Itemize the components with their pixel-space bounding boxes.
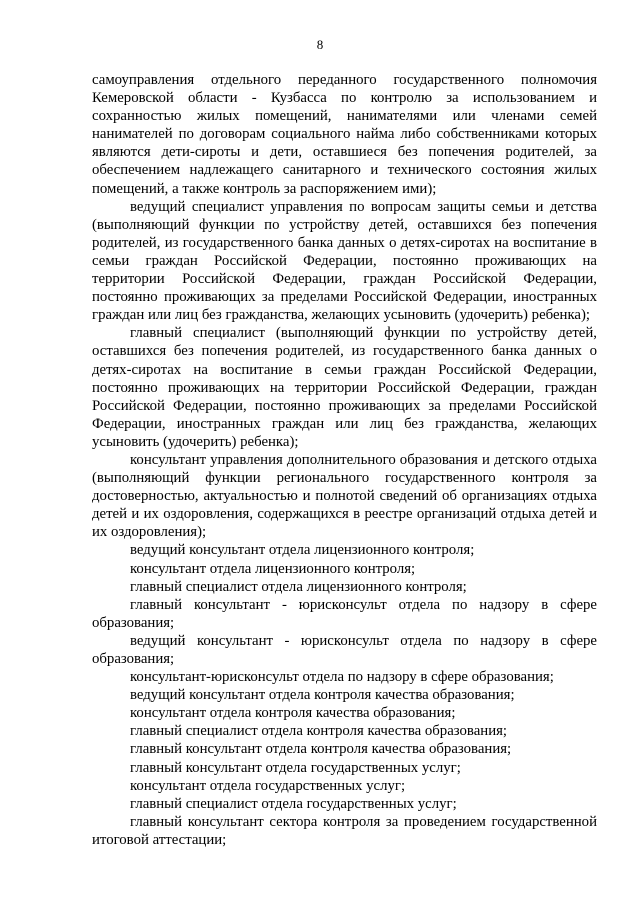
paragraph: консультант управления дополнительного образования и детского отдыха (выполняющий функции регионального государственного контроля за достоверностью, актуальностью и полнотой сведений об организациях отдыха детей и их оздоровления, содержащихся в реестре организаций отдыха детей и их оздоровления); — [92, 451, 597, 541]
paragraph: главный консультант отдела контроля качества образования; — [130, 741, 512, 758]
paragraph: ведущий консультант - юрисконсульт отдела по надзору в сфере образования; — [92, 632, 597, 667]
paragraph: консультант отдела государственных услуг; — [130, 777, 406, 794]
paragraph: консультант отдела контроля качества образования; — [130, 705, 456, 722]
paragraph: главный консультант - юрисконсульт отдела по надзору в сфере образования; — [92, 596, 597, 631]
paragraph: главный консультант отдела государственных услуг; — [130, 759, 461, 776]
paragraph: главный специалист отдела лицензионного контроля; — [130, 578, 467, 595]
paragraph: главный специалист (выполняющий функции по устройству детей, оставшихся без попечения родителей, из государственного банка данных о детях-сиротах на воспитание в семьи граждан Российской Федерации, постоянно проживающих на территории Российской Федерации, граждан Российской Федерации, постоянно проживающих за пределами Российской Федерации, иностранных граждан или лиц без гражданства, желающих усыновить (удочерить) ребенка); — [92, 325, 597, 450]
paragraph: ведущий специалист управления по вопросам защиты семьи и детства (выполняющий функции по устройству детей, оставшихся без попечения родителей, из государственного банка данных о детях-сиротах на воспитание в семьи граждан Российской Федерации, постоянно проживающих на территории Российской Федерации, граждан Российской Федерации, постоянно проживающих за пределами Российской Федерации, иностранных граждан или лиц без гражданства, желающих усыновить (удочерить) ребенка); — [92, 198, 597, 324]
paragraph: ведущий консультант отдела лицензионного контроля; — [130, 542, 475, 559]
paragraph: самоуправления отдельного переданного государственного полномочия Кемеровской области - Кузбасса по контролю за использованием и сохранностью жилых помещений, нанимателями или членами семей нанимателей по договорам социального найма либо собственниками которых являются дети-сироты и дети, оставшиеся без попечения родителей, за обеспечением надлежащего санитарного и технического состояния жилых помещений, а также контроль за распоряжением ими); — [92, 72, 597, 197]
paragraph: главный консультант сектора контроля за проведением государственной итоговой аттестации; — [92, 813, 597, 848]
paragraph: консультант отдела лицензионного контроля; — [130, 560, 416, 577]
page-number: 8 — [316, 37, 324, 52]
paragraph: главный специалист отдела государственных услуг; — [130, 795, 457, 812]
body-text — [92, 71, 597, 849]
paragraph: главный специалист отдела контроля качества образования; — [130, 723, 508, 740]
paragraph: ведущий консультант отдела контроля качества образования; — [130, 687, 515, 704]
paragraph: консультант-юрисконсульт отдела по надзору в сфере образования; — [130, 669, 554, 686]
